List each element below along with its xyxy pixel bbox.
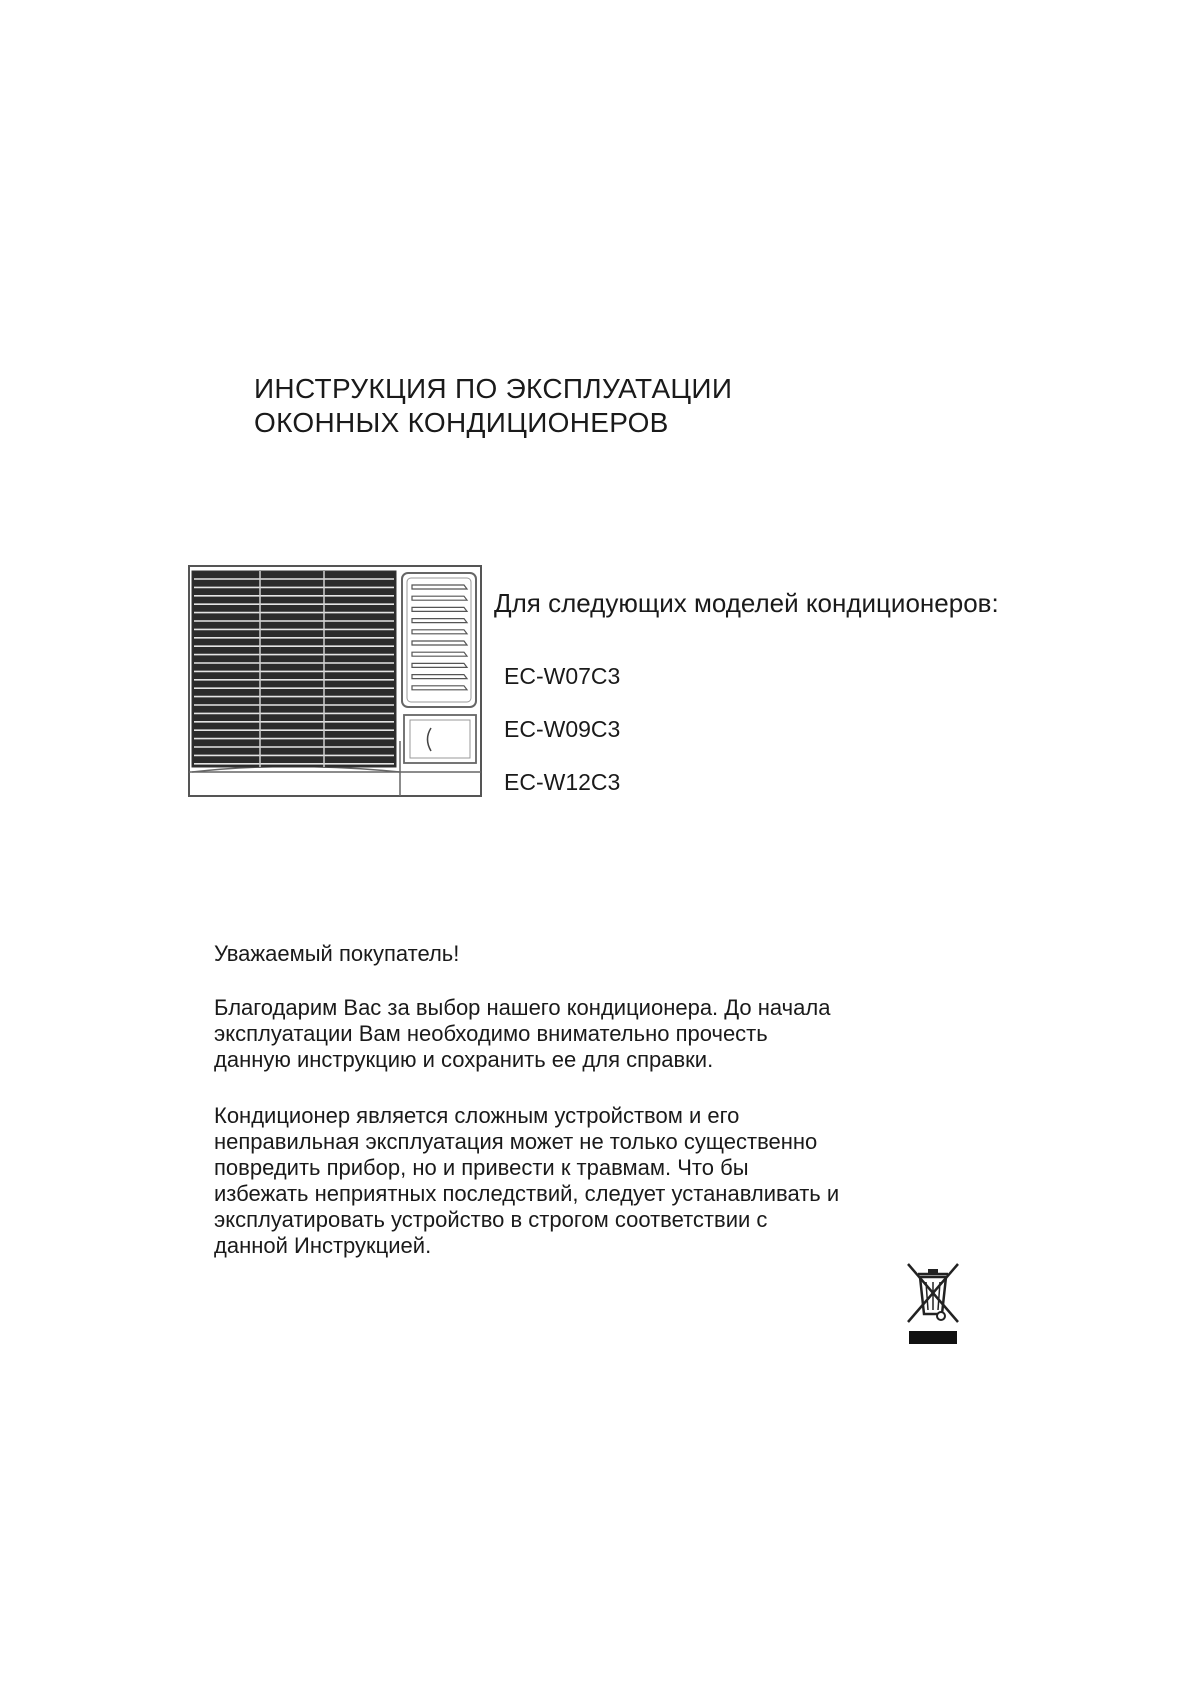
models-heading: Для следующих моделей кондиционеров: (494, 588, 999, 618)
window-air-conditioner-icon (188, 565, 482, 797)
paragraph-line: неправильная эксплуатация может не только существенно (214, 1129, 818, 1154)
model-ec-w09c3: EC-W09C3 (504, 716, 621, 742)
louver-slat (412, 607, 467, 611)
model-ec-w07c3: EC-W07C3 (504, 663, 621, 689)
louver-slat (412, 686, 467, 690)
paragraph-line: эксплуатировать устройство в строгом соответствии с (214, 1207, 768, 1232)
louver-slat (412, 630, 467, 634)
paragraph-line: избежать неприятных последствий, следует устанавливать и (214, 1181, 840, 1206)
paragraph-line: повредить прибор, но и привести к травмам. Что бы (214, 1155, 749, 1180)
louver-slat (412, 596, 467, 600)
paragraph-line: эксплуатации Вам необходимо внимательно прочесть (214, 1021, 768, 1046)
title-line-2: ОКОННЫХ КОНДИЦИОНЕРОВ (254, 407, 669, 438)
crossed-out-wheelie-bin-icon (904, 1260, 962, 1346)
title-line-1: ИНСТРУКЦИЯ ПО ЭКСПЛУАТАЦИИ (254, 373, 733, 404)
intro-paragraph-2 (214, 1103, 934, 1259)
paragraph-line: Кондиционер является сложным устройством и его (214, 1103, 740, 1128)
model-ec-w12c3: EC-W12C3 (504, 769, 621, 795)
louver-slat (412, 663, 467, 667)
louver-slat (412, 585, 467, 589)
paragraph-line: данной Инструкцией. (214, 1233, 432, 1258)
document-title (254, 372, 732, 440)
louver-slat (412, 641, 467, 645)
louver-slat (412, 652, 467, 656)
paragraph-line: Благодарим Вас за выбор нашего кондиционера. До начала (214, 995, 831, 1020)
louver-slat (412, 675, 467, 679)
louver-slat (412, 619, 467, 623)
greeting: Уважаемый покупатель! (214, 941, 460, 966)
paragraph-line: данную инструкцию и сохранить ее для справки. (214, 1047, 714, 1072)
intro-paragraph-1 (214, 995, 934, 1073)
